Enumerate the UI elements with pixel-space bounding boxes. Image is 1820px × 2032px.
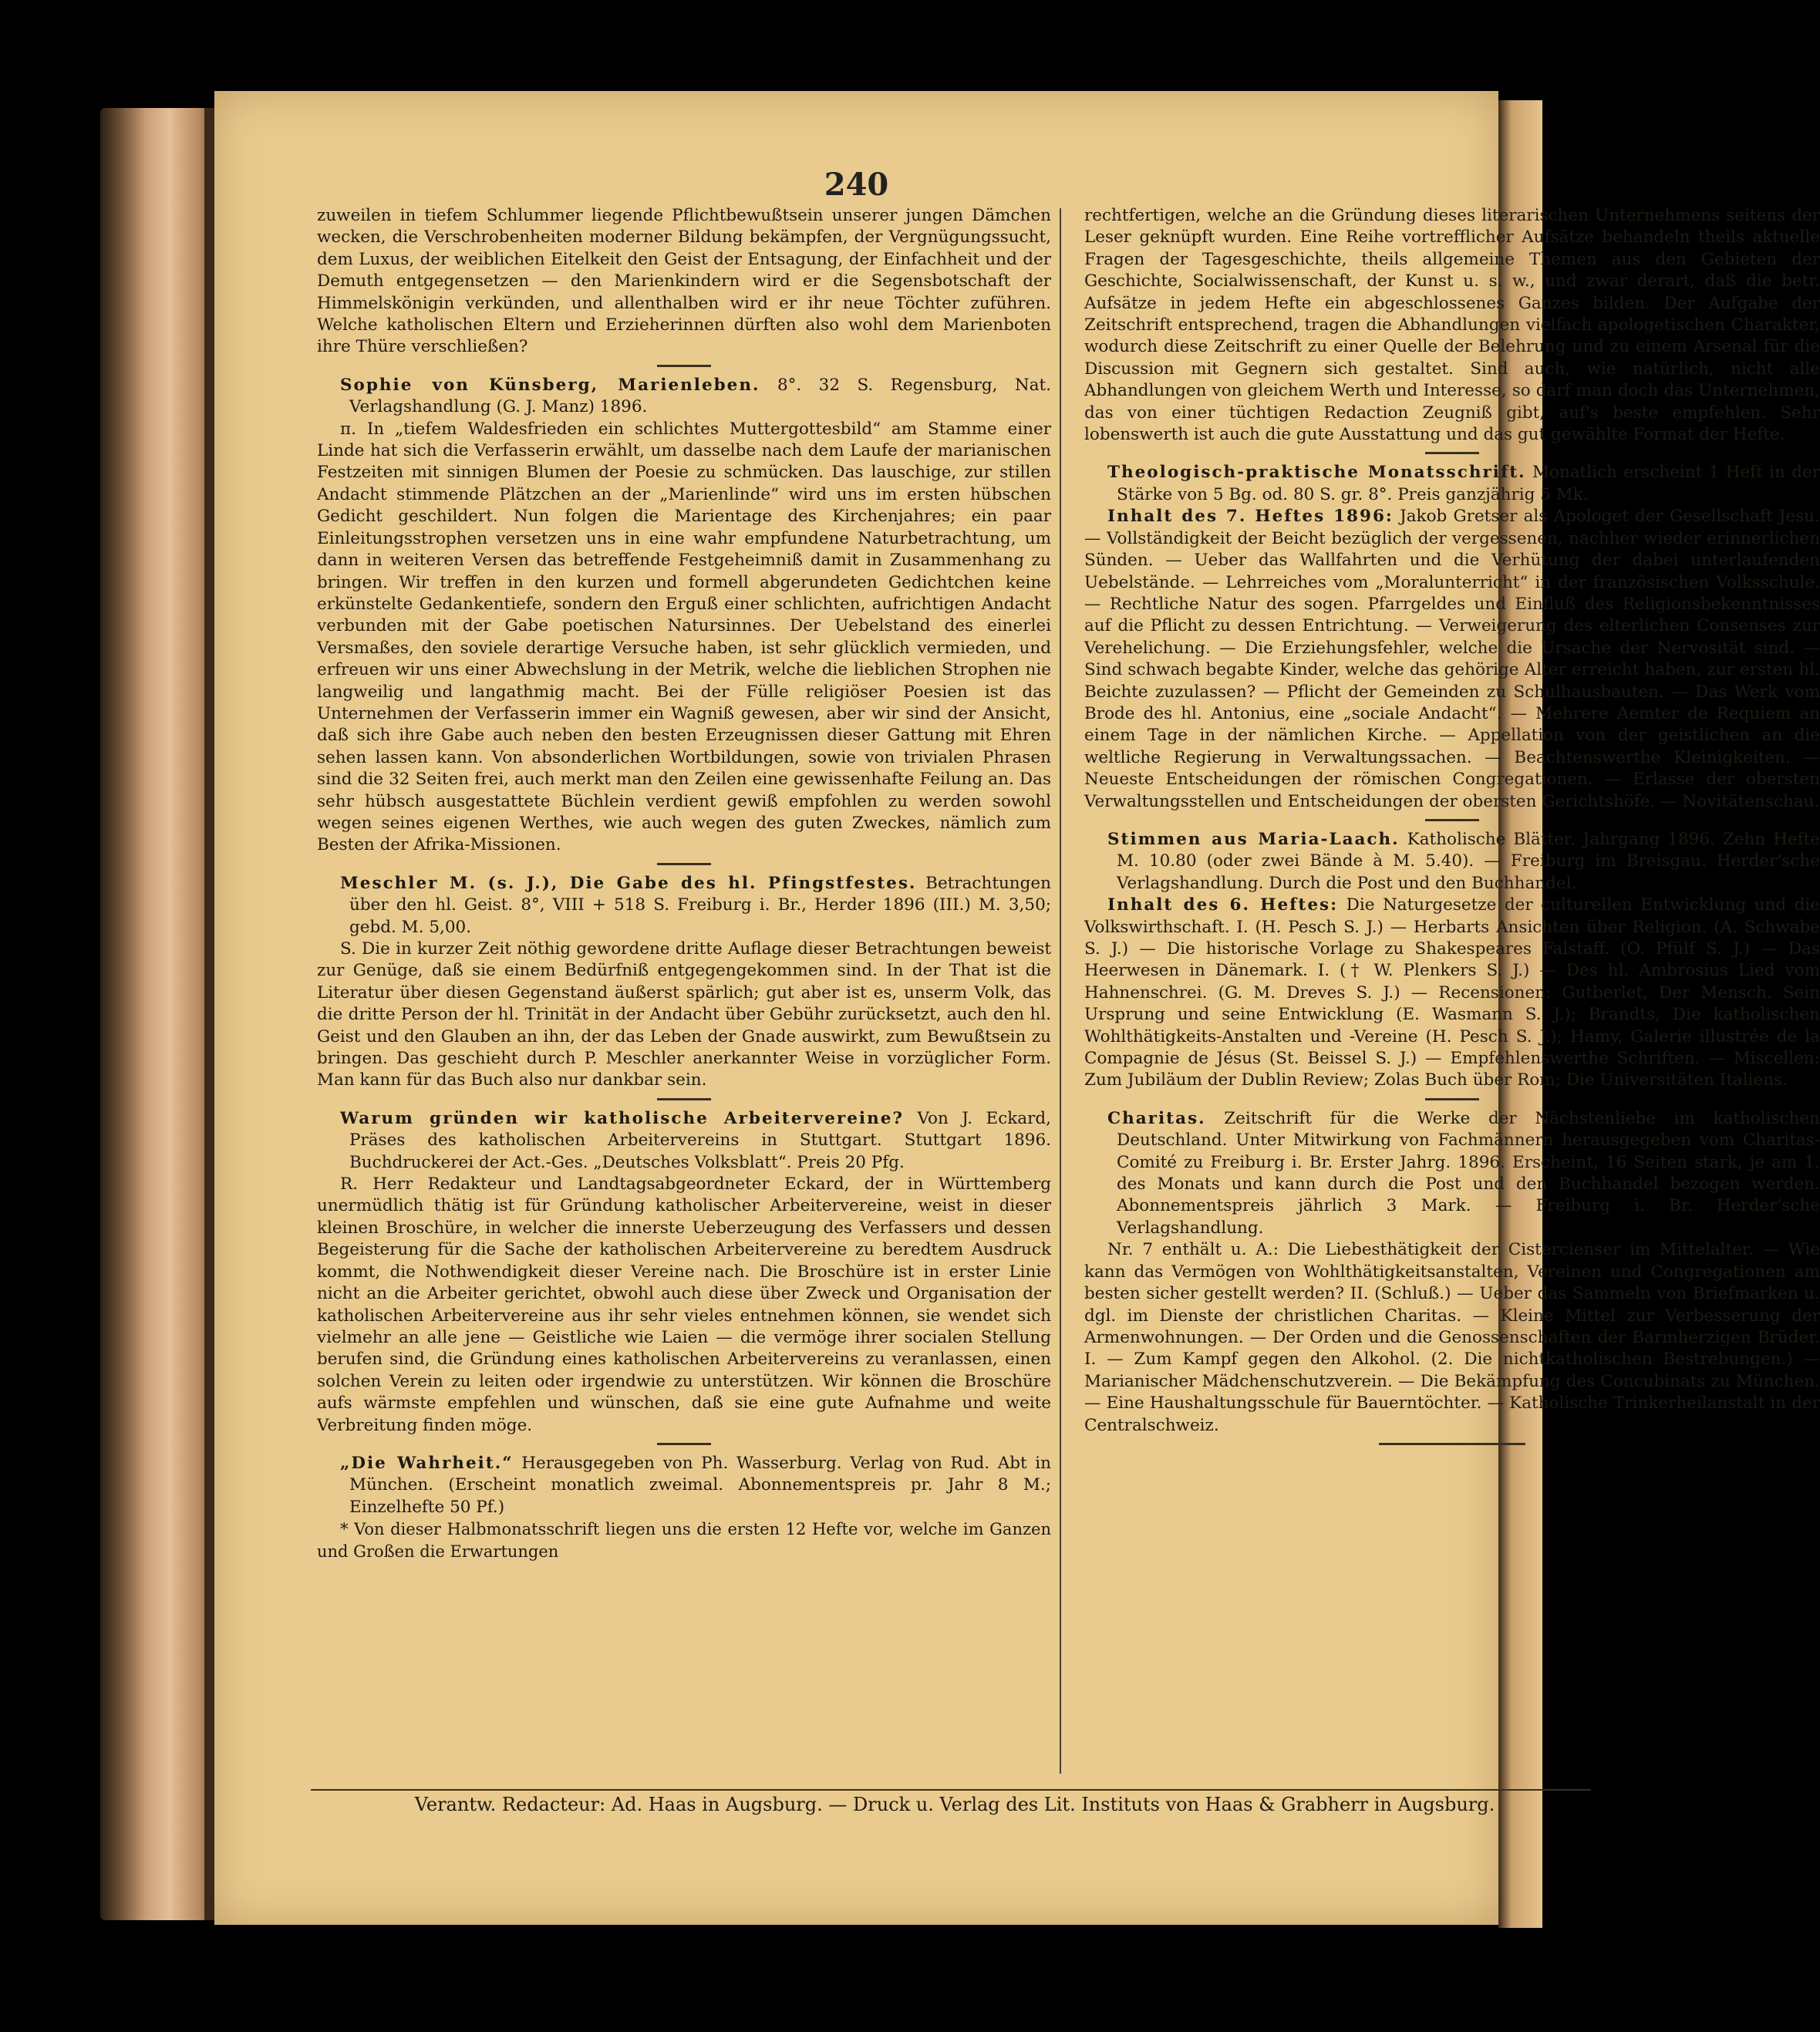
right-intro-text: rechtfertigen, welche an die Gründung dieses literarischen Unternehmens seitens der Leser geknüpft wurden. Eine Reihe vortrefflicher Aufsätze behandeln theils aktuelle Fragen der Tagesgeschichte, theils allgemeine Themen aus den Gebieten der Geschichte, Socialwissenschaft, der Kunst u. s. w., und zwar derart, daß die betr. Aufsätze in jedem Hefte ein abgeschlossenes Ganzes bilden. Der Aufgabe der Zeitschrift entsprechend, tragen die Abhandlungen vielfach apologetischen Charakter, wodurch diese Zeitschrift zu einer Quelle der Belehrung und zu einem Arsenal für die Discussion mit Gegnern sich gestaltet. Sind auch, wie natürlich, nicht alle Abhandlungen von gleichem Werth und Interesse, so darf man doch das Unternehmen, das von einer tüchtigen Redaction Zeugniß gibt, auf's beste empfehlen. Sehr lobenswerth ist auch die gute Ausstattung und das gut gewählte Format der Hefte. bbox=[1084, 206, 1820, 445]
section-divider bbox=[657, 1443, 711, 1445]
entry-meta: Monatlich erscheint 1 Heft in der Stärke von 5 Bg. od. 80 S. gr. 8°. Preis ganzjährig 5 Mk. bbox=[1117, 463, 1820, 504]
section-divider bbox=[1425, 1098, 1479, 1100]
section-divider bbox=[657, 1098, 711, 1100]
section-divider bbox=[1425, 452, 1479, 454]
entry-meta: Katholische Blätter. Jahrgang 1896. Zehn Hefte M. 10.80 (oder zwei Bände à M. 5.40). — Freiburg im Breisgau. Herder'sche Verlagshandlung. Durch die Post und den Buchhandel. bbox=[1117, 829, 1820, 893]
review-entry-monatsschrift bbox=[1084, 462, 1820, 506]
entry-title: Meschler M. (s. J.), Die Gabe des hl. Pfingstfestes. bbox=[340, 873, 917, 893]
page-number: 240 bbox=[824, 167, 889, 203]
entry-meta: Betrachtungen über den hl. Geist. 8°, VIII + 518 S. Freiburg i. Br., Herder 1896 (III.) M. 3,50; gebd. M. 5,00. bbox=[349, 873, 1051, 937]
contents-label: Inhalt des 6. Heftes: bbox=[1107, 895, 1339, 915]
review-body: Nr. 7 enthält u. A.: Die Liebesthätigkeit der Cistercienser im Mittelalter. — Wie kann das Vermögen von Wohlthätigkeitsanstalten, Vereinen und Congregationen am besten sicher gestellt werden? II. (Schluß.) — Ueber das Sammeln von Briefmarken u. dgl. im Dienste der christlichen Charitas. — Kleine Mittel zur Verbesserung der Armenwohnungen. — Der Orden und die Genossenschaften der Barmherzigen Brüder. I. — Zum Kampf gegen den Alkohol. (2. Die nichtkatholischen Bestrebungen.) — Marianischer Mädchenschutzverein. — Die Bekämpfung des Concubinats zu München. — Eine Haushaltungsschule für Bauerntöchter. — Katholische Trinkerheilanstalt in der Centralschweiz. bbox=[1084, 1240, 1820, 1435]
left-column bbox=[317, 205, 1051, 1562]
review-body: S. Die in kurzer Zeit nöthig gewordene dritte Auflage dieser Betrachtungen beweist zur Genüge, daß sie einem Bedürfniß entgegengekommen sind. In der That ist die Literatur über diesen Gegenstand äußerst spärlich; gut aber ist es, unserm Volk, das die dritte Person der hl. Trinität in der Andacht über Gebühr zurücksetzt, auch den hl. Geist und den Glauben an ihn, der das Leben der Gnade auswirkt, zum Bewußtsein zu bringen. Das geschieht durch P. Meschler anerkannter Weise in vorzüglicher Form. Man kann für das Buch also nur dankbar sein. bbox=[317, 939, 1051, 1090]
entry-meta: Herausgegeben von Ph. Wasserburg. Verlag von Rud. Abt in München. (Erscheint monatlich zweimal. Abonnementspreis pr. Jahr 8 M.; Einzelhefte 50 Pf.) bbox=[349, 1453, 1051, 1517]
entry-title: „Die Wahrheit.“ bbox=[340, 1453, 514, 1473]
review-entry-kuensberg bbox=[317, 375, 1051, 419]
review-body: π. In „tiefem Waldesfrieden ein schlichtes Muttergottesbild“ am Stamme einer Linde hat sich die Verfasserin erwählt, um dasselbe nach dem Laufe der marianischen Festzeiten mit sinnigen Blumen der Poesie zu schmücken. Das lauschige, zur stillen Andacht stimmende Plätzchen an der „Marienlinde“ wird uns im ersten hübschen Gedicht geschildert. Nun folgen die Marientage des Kirchenjahres; ein paar Einleitungsstrophen versetzen uns in eine wahr empfundene Naturbetrachtung, um dann in weiteren Versen das betreffende Festgeheimniß damit in Zusammenhang zu bringen. Wir treffen in den kurzen und formell abgerundeten Gedichtchen keine erkünstelte Gedankentiefe, sondern den Erguß einer schlichten, aufrichtigen Andacht verbunden mit der Gabe poetischen Natursinnes. Der Uebelstand des einerlei Versmaßes, den soviele derartige Versuche haben, ist sehr glücklich vermieden, und erfreuen wir uns einer Abwechslung in der Metrik, welche die lieblichen Strophen nie langweilig und langathmig macht. Bei der Fülle religiöser Poesien ist das Unternehmen der Verfasserin immer ein Wagniß gewesen, aber wir sind der Ansicht, daß sich ihre Gabe auch neben den besten Erzeugnissen dieser Gattung mit Ehren sehen lassen kann. Von absonderlichen Wortbildungen, sowie von trivialen Phrasen sind die 32 Seiten frei, auch merkt man den Zeilen eine gewissenhafte Feilung an. Das sehr hübsch ausgestattete Büchlein verdient gewiß empfohlen zu werden sowohl wegen seines eigenen Werthes, wie auch wegen des guten Zweckes, nämlich zum Besten der Afrika-Missionen. bbox=[317, 419, 1051, 855]
contents-text: Die Naturgesetze der culturellen Entwicklung und die Volkswirthschaft. I. (H. Pesch S. J.) — Herbarts Ansichten über Religion. (A. Schwabe S. J.) — Die historische Vorlage zu Shakespeares Falstaff. (O. Pfülf S. J.) — Das Heerwesen in Dänemark. I. († W. Plenkers S. J.) — Des hl. Ambrosius Lied vom Hahnenschrei. (G. M. Dreves S. J.) — Recensionen: Gutberlet, Der Mensch. Sein Ursprung und seine Entwicklung (E. Wasmann S. J.); Brandts, Die katholischen Wohlthätigkeits-Anstalten und -Vereine (H. Pesch S. J.); Hamy, Galerie illustrée de la Compagnie de Jésus (St. Beissel S. J.) — Empfehlenswerthe Schriften. — Miscellen: Zum Jubiläum der Dublin Review; Zolas Buch über Rom; Die Universitäten Italiens. bbox=[1084, 895, 1820, 1090]
contents-list bbox=[1084, 506, 1820, 813]
section-divider bbox=[657, 365, 711, 367]
review-entry-arbeitervereine bbox=[317, 1108, 1051, 1174]
section-divider bbox=[1425, 819, 1479, 821]
spine-edge bbox=[204, 108, 215, 1920]
right-column bbox=[1084, 205, 1820, 1453]
section-divider bbox=[1379, 1443, 1525, 1445]
entry-title: Charitas. bbox=[1107, 1108, 1206, 1128]
review-body: * Von dieser Halbmonatsschrift liegen uns die ersten 12 Hefte vor, welche im Ganzen und Großen die Erwartungen bbox=[317, 1520, 1051, 1561]
contents-label: Inhalt des 7. Heftes 1896: bbox=[1107, 507, 1394, 527]
footer-rule bbox=[311, 1789, 1591, 1791]
entry-meta: Zeitschrift für die Werke der Nächstenliebe im katholischen Deutschland. Unter Mitwirkung von Fachmännern herausgegeben vom Charitas-Comité zu Freiburg i. Br. Erster Jahrg. 1896. Erscheint, 16 Seiten stark, je am 1. des Monats und kann durch die Post und den Buchhandel bezogen werden. Abonnementspreis jährlich 3 Mark. — Freiburg i. Br. Herder'sche Verlagshandlung. bbox=[1117, 1108, 1820, 1238]
book-page bbox=[214, 91, 1820, 1925]
column-divider bbox=[1060, 208, 1061, 1774]
entry-title: Theologisch-praktische Monatsschrift. bbox=[1107, 463, 1526, 483]
review-entry-meschler bbox=[317, 873, 1051, 938]
book-spine bbox=[100, 108, 216, 1920]
imprint-line: Verantw. Redacteur: Ad. Haas in Augsburg. — Druck u. Verlag des Lit. Instituts von Haas & Grabherr in Augsburg. bbox=[414, 1794, 1495, 1815]
contents-list bbox=[1084, 895, 1820, 1092]
section-divider bbox=[657, 863, 711, 865]
review-entry-maria-laach bbox=[1084, 829, 1820, 895]
review-entry-wahrheit bbox=[317, 1453, 1051, 1518]
review-entry-charitas bbox=[1084, 1108, 1820, 1239]
entry-title: Sophie von Künsberg, Marienleben. bbox=[340, 375, 760, 395]
left-intro-text: zuweilen in tiefem Schlummer liegende Pflichtbewußtsein unserer jungen Dämchen wecken, die Verschrobenheiten moderner Bildung bekämpfen, der Vergnügungssucht, dem Luxus, der weiblichen Eitelkeit den Geist der Entsagung, der Einfachheit und der Demuth entgegensetzen — den Marienkindern wird er die Segensbotschaft der Himmelskönigin verkünden, und allenthalben wird er ihr neue Töchter zuführen. Welche katholischen Eltern und Erzieherinnen dürften also wohl dem Marienboten ihre Thüre verschließen? bbox=[317, 206, 1051, 357]
contents-text: Jakob Gretser als Apologet der Gesellschaft Jesu. — Vollständigkeit der Beicht bezüglich der vergessenen, nachher wieder erinnerlichen Sünden. — Ueber das Wallfahrten und die Verhütung der dabei unterlaufenden Uebelstände. — Lehrreiches vom „Moralunterricht“ in der französischen Volksschule. — Rechtliche Natur des sogen. Pfarrgeldes und Einfluß des Religionsbekenntnisses auf die Pflicht zu dessen Entrichtung. — Verweigerung des elterlichen Consenses zur Verehelichung. — Die Erziehungsfehler, welche die Ursache der Nervosität sind. — Sind schwach begabte Kinder, welche das gehörige Alter erreicht haben, zur ersten hl. Beichte zuzulassen? — Pflicht der Gemeinden zu Schulhausbauten. — Das Werk vom Brode des hl. Antonius, eine „sociale Andacht“. — Mehrere Aemter de Requiem an einem Tage in der nämlichen Kirche. — Appellation von der geistlichen an die weltliche Regierung in Verwaltungssachen. — Beachtenswerthe Kleinigkeiten. — Neueste Entscheidungen der römischen Congregationen. — Erlasse der obersten Verwaltungsstellen und Entscheidungen der obersten Gerichtshöfe. — Novitätenschau. bbox=[1084, 507, 1820, 811]
review-body: R. Herr Redakteur und Landtagsabgeordneter Eckard, der in Württemberg unermüdlich thätig ist für Gründung katholischer Arbeitervereine, weist in dieser kleinen Broschüre, in welcher die innerste Ueberzeugung des Verfassers und dessen Begeisterung für die Sache der katholischen Arbeitervereine zu beredtem Ausdruck kommt, die Nothwendigkeit dieser Vereine nach. Die Broschüre ist in erster Linie nicht an die Arbeiter gerichtet, obwohl auch diese über Zweck und Organisation der katholischen Arbeitervereine aus ihr sehr vieles entnehmen können, sie wendet sich vielmehr an alle jene — Geistliche wie Laien — die vermöge ihrer socialen Stellung berufen sind, die Gründung eines katholischen Arbeitervereins zu veranlassen, einen solchen Verein zu leiten oder irgendwie zu unterstützen. Wir können die Broschüre aufs wärmste empfehlen und wünschen, daß sie eine gute Aufnahme und weite Verbreitung finden möge. bbox=[317, 1174, 1051, 1435]
entry-title: Stimmen aus Maria-Laach. bbox=[1107, 829, 1400, 849]
entry-meta: Von J. Eckard, Präses des katholischen Arbeitervereins in Stuttgart. Stuttgart 1896. Buchdruckerei der Act.-Ges. „Deutsches Volksblatt“. Preis 20 Pfg. bbox=[349, 1108, 1051, 1172]
entry-title: Warum gründen wir katholische Arbeitervereine? bbox=[340, 1108, 904, 1128]
entry-meta: 8°. 32 S. Regensburg, Nat. Verlagshandlung (G. J. Manz) 1896. bbox=[349, 375, 1051, 417]
